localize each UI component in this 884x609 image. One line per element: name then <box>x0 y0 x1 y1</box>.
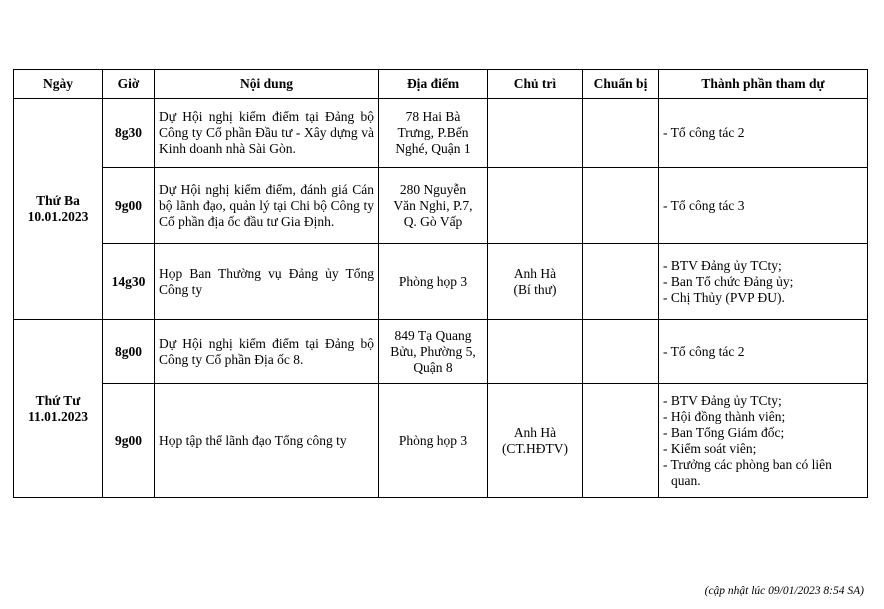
chair-cell <box>488 244 583 320</box>
header-place: Địa điểm <box>379 70 488 99</box>
day-cell <box>14 320 103 498</box>
chair-cell <box>488 384 583 498</box>
content-cell: Dự Hội nghị kiểm điểm, đánh giá Cán bộ lãnh đạo, quản lý tại Chi bộ Công ty Cổ phần địa ốc đầu tư Gia Định. <box>155 168 379 244</box>
place-line: 849 Tạ Quang <box>394 327 472 343</box>
place-cell <box>379 384 488 498</box>
prep-cell <box>583 244 659 320</box>
place-line: Nghé, Quận 1 <box>395 141 471 156</box>
table-row <box>14 244 868 320</box>
attendees-cell <box>659 320 868 384</box>
time-cell: 8g30 <box>103 99 155 168</box>
attendee-item: - Chị Thủy (PVP ĐU). <box>663 289 785 305</box>
place-line: Phòng họp 3 <box>398 273 468 289</box>
last-updated-note: (cập nhật lúc 09/01/2023 8:54 SA) <box>704 585 864 597</box>
time-cell: 8g00 <box>103 320 155 384</box>
attendee-item: - BTV Đảng ủy TCty; <box>663 392 782 408</box>
place-line: Trưng, P.Bến <box>397 125 469 140</box>
header-time: Giờ <box>103 70 155 99</box>
day-name: Thứ Ba <box>36 193 80 208</box>
schedule-table <box>13 69 868 498</box>
attendee-item: - Tổ công tác 2 <box>663 125 745 140</box>
place-line: Bửu, Phường 5, <box>390 343 476 359</box>
place-cell <box>379 244 488 320</box>
day-name: Thứ Tư <box>35 392 81 408</box>
attendees-cell <box>659 99 868 168</box>
attendee-item: - Tổ công tác 2 <box>663 343 745 359</box>
header-chair: Chủ trì <box>488 70 583 99</box>
header-content: Nội dung <box>155 70 379 99</box>
chair-cell <box>488 99 583 168</box>
chair-cell <box>488 168 583 244</box>
content-cell: Dự Hội nghị kiểm điểm tại Đảng bộ Công ty Cổ phần Đầu tư - Xây dựng và Kinh doanh nhà Sài Gòn. <box>155 99 379 168</box>
place-line: Văn Nghi, P.7, <box>393 197 473 213</box>
table-row <box>14 168 868 244</box>
time-cell: 9g00 <box>103 384 155 498</box>
chair-line: (CT.HĐTV) <box>501 440 569 456</box>
table-row <box>14 320 868 384</box>
table-row <box>14 384 868 498</box>
day-cell <box>14 99 103 320</box>
attendee-item: - Ban Tổng Giám đốc; <box>663 424 785 440</box>
attendee-item: - Kiểm soát viên; <box>663 440 757 456</box>
chair-line: Anh Hà <box>513 265 557 281</box>
attendee-item: - BTV Đảng ủy TCty; <box>663 257 782 273</box>
prep-cell <box>583 168 659 244</box>
place-line: Quận 8 <box>413 359 453 375</box>
header-day: Ngày <box>14 70 103 99</box>
place-cell <box>379 168 488 244</box>
attendees-cell <box>659 384 868 498</box>
chair-cell <box>488 320 583 384</box>
time-cell: 14g30 <box>103 244 155 320</box>
table-row <box>14 99 868 168</box>
place-line: Q. Gò Vấp <box>403 213 463 229</box>
header-prep: Chuẩn bị <box>583 70 659 99</box>
day-date: 11.01.2023 <box>27 408 88 424</box>
header-row <box>14 70 868 99</box>
day-date: 10.01.2023 <box>27 209 89 224</box>
prep-cell <box>583 99 659 168</box>
place-line: Phòng họp 3 <box>398 432 468 448</box>
attendee-item: - Hội đồng thành viên; <box>663 408 786 424</box>
header-attendees: Thành phần tham dự <box>659 70 868 99</box>
prep-cell <box>583 320 659 384</box>
content-cell: Họp tập thể lãnh đạo Tổng công ty <box>155 384 379 498</box>
content-cell: Họp Ban Thường vụ Đảng ủy Tổng Công ty <box>155 244 379 320</box>
prep-cell <box>583 384 659 498</box>
chair-line: Anh Hà <box>513 424 557 440</box>
chair-line: (Bí thư) <box>513 281 557 297</box>
attendee-item: - Tổ công tác 3 <box>663 197 745 213</box>
place-line: 78 Hai Bà <box>405 109 461 124</box>
content-cell: Dự Hội nghị kiểm điểm tại Đảng bộ Công ty Cổ phần Địa ốc 8. <box>155 320 379 384</box>
place-cell <box>379 99 488 168</box>
attendees-cell <box>659 168 868 244</box>
attendee-item: - Trưởng các phòng ban có liên quan. <box>663 456 832 488</box>
attendee-item: - Ban Tổ chức Đảng ủy; <box>663 273 794 289</box>
attendees-cell <box>659 244 868 320</box>
place-cell <box>379 320 488 384</box>
time-cell: 9g00 <box>103 168 155 244</box>
place-line: 280 Nguyễn <box>399 181 467 197</box>
